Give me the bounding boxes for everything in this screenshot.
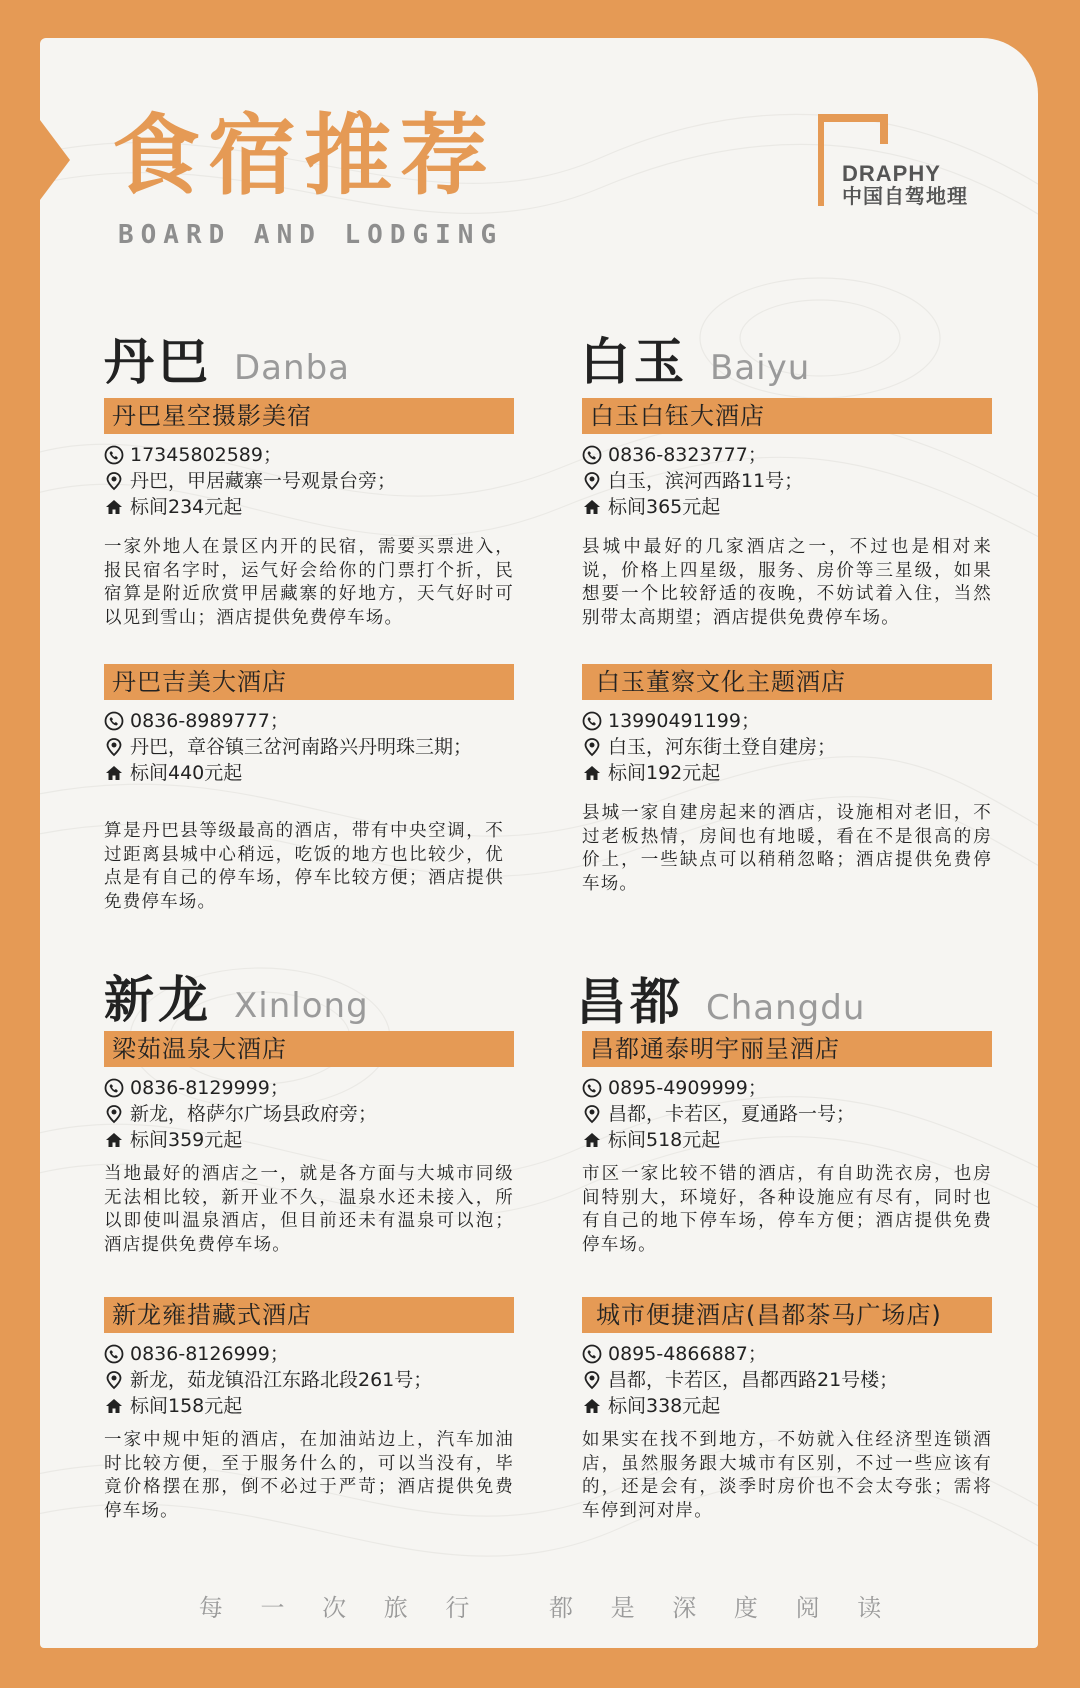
hotel-price: 标间518元起	[608, 1129, 721, 1151]
hotel-phone: 13990491199；	[608, 710, 760, 732]
hotel-info	[104, 1075, 514, 1153]
hotel-card	[582, 1297, 992, 1523]
hotel-description: 当地最好的酒店之一，就是各方面与大城市同级无法相比较，新开业不久，温泉水还未接入，所以即使叫温泉酒店，但目前还未有温泉可以泡；酒店提供免费停车场。	[104, 1164, 514, 1255]
region-heading-danba	[104, 322, 350, 394]
hotel-card	[582, 398, 992, 630]
hotel-name: 白玉白钰大酒店	[582, 398, 992, 434]
slogan-char: 读	[857, 1594, 882, 1622]
logo-en: DRAPHY	[842, 161, 941, 186]
slogan-char: 每	[198, 1594, 223, 1622]
location-pin-icon	[582, 471, 602, 491]
phone-icon	[582, 445, 602, 465]
hotel-phone: 0895-4866887；	[608, 1343, 767, 1365]
region-name-en: Danba	[234, 348, 350, 388]
phone-icon	[104, 1344, 124, 1364]
phone-icon	[104, 711, 124, 731]
region-name-en: Baiyu	[710, 348, 811, 388]
hotel-phone: 0836-8323777；	[608, 444, 767, 466]
region-heading-baiyu	[580, 322, 810, 394]
hotel-phone: 17345802589；	[130, 444, 282, 466]
hotel-address: 昌都，卡若区，夏通路一号；	[608, 1103, 856, 1125]
hotel-info	[582, 1341, 992, 1419]
hotel-price: 标间192元起	[608, 762, 721, 784]
hotel-address: 丹巴，章谷镇三岔河南路兴丹明珠三期；	[130, 736, 473, 758]
hotel-phone: 0836-8126999；	[130, 1343, 289, 1365]
hotel-phone: 0895-4909999；	[608, 1077, 767, 1099]
region-name: 丹巴	[104, 333, 212, 391]
home-icon	[582, 497, 602, 517]
hotel-description: 一家外地人在景区内开的民宿，需要买票进入，报民宿名字时，运气好会给你的门票打个折，民宿算是附近欣赏甲居藏寨的好地方，天气好时可以见到雪山；酒店提供免费停车场。	[104, 537, 514, 628]
logo-cn: 中国自驾地理	[842, 186, 968, 209]
hotel-phone: 0836-8989777；	[130, 710, 289, 732]
hotel-card	[582, 1031, 992, 1257]
hotel-address: 新龙，茹龙镇沿江东路北段261号；	[130, 1369, 433, 1391]
phone-icon	[104, 1078, 124, 1098]
hotel-price: 标间234元起	[130, 496, 243, 518]
location-pin-icon	[104, 471, 124, 491]
slogan-char: 都	[549, 1594, 573, 1622]
location-pin-icon	[582, 1104, 602, 1124]
home-icon	[582, 763, 602, 783]
page-title: 食宿推荐	[112, 104, 497, 207]
hotel-name: 白玉董察文化主题酒店	[582, 664, 992, 700]
slogan-char: 次	[322, 1594, 347, 1622]
hotel-description: 如果实在找不到地方，不妨就入住经济型连锁酒店，虽然服务跟大城市有区别，不过一些应该有的，还是会有，淡季时房价也不会太夸张；需将车停到河对岸。	[582, 1430, 992, 1521]
home-icon	[104, 763, 124, 783]
hotel-name: 丹巴吉美大酒店	[104, 664, 514, 700]
location-pin-icon	[104, 1370, 124, 1390]
slogan-char: 度	[733, 1594, 758, 1622]
hotel-info	[582, 442, 992, 520]
home-icon	[104, 1396, 124, 1416]
region-name-en: Xinlong	[234, 986, 369, 1026]
hotel-price: 标间440元起	[130, 762, 243, 784]
hotel-card	[104, 664, 514, 914]
hotel-name: 城市便捷酒店(昌都茶马广场店)	[582, 1297, 992, 1333]
home-icon	[582, 1130, 602, 1150]
hotel-card	[104, 1031, 514, 1257]
hotel-card	[104, 398, 514, 630]
hotel-address: 丹巴，甲居藏寨一号观景台旁；	[130, 470, 397, 492]
hotel-description: 市区一家比较不错的酒店，有自助洗衣房，也房间特别大，环境好，各种设施应有尽有，同时也有自己的地下停车场，停车方便；酒店提供免费停车场。	[582, 1164, 992, 1255]
slogan-char: 一	[260, 1594, 285, 1622]
hotel-price: 标间359元起	[130, 1129, 243, 1151]
phone-icon	[582, 711, 602, 731]
hotel-price: 标间158元起	[130, 1395, 243, 1417]
region-name: 昌都	[576, 973, 684, 1031]
phone-icon	[582, 1344, 602, 1364]
hotel-info	[582, 708, 992, 786]
slogan-char: 旅	[383, 1594, 408, 1622]
card-notch	[40, 120, 70, 200]
home-icon	[104, 1130, 124, 1150]
hotel-name: 昌都通泰明宇丽呈酒店	[582, 1031, 992, 1067]
location-pin-icon	[582, 737, 602, 757]
hotel-card	[582, 664, 992, 896]
hotel-name: 梁茹温泉大酒店	[104, 1031, 514, 1067]
hotel-price: 标间338元起	[608, 1395, 721, 1417]
phone-icon	[582, 1078, 602, 1098]
hotel-description: 县城中最好的几家酒店之一，不过也是相对来说，价格上四星级，服务、房价等三星级，如果想要一个比较舒适的夜晚，不妨试着入住，当然别带太高期望；酒店提供免费停车场。	[582, 537, 992, 628]
slogan-char: 是	[610, 1594, 635, 1622]
slogan-char: 阅	[795, 1594, 820, 1622]
location-pin-icon	[582, 1370, 602, 1390]
hotel-description: 算是丹巴县等级最高的酒店，带有中央空调，不过距离县城中心稍远，吃饭的地方也比较少，优点是有自己的停车场，停车比较方便；酒店提供免费停车场。	[104, 821, 504, 912]
footer-slogan	[0, 1588, 1080, 1623]
slogan-char: 深	[672, 1594, 697, 1622]
page-subtitle: BOARD AND LODGING	[118, 220, 504, 250]
hotel-description: 一家中规中矩的酒店，在加油站边上，汽车加油时比较方便，至于服务什么的，可以当没有，毕竟价格摆在那，倒不必过于严苛；酒店提供免费停车场。	[104, 1430, 514, 1521]
hotel-address: 白玉，河东街土登自建房；	[608, 736, 837, 758]
hotel-address: 新龙，格萨尔广场县政府旁；	[130, 1103, 378, 1125]
slogan-char: 行	[445, 1594, 470, 1622]
region-name: 新龙	[104, 971, 212, 1029]
location-pin-icon	[104, 737, 124, 757]
hotel-info	[104, 708, 514, 786]
hotel-name: 新龙雍措藏式酒店	[104, 1297, 514, 1333]
hotel-price: 标间365元起	[608, 496, 721, 518]
location-pin-icon	[104, 1104, 124, 1124]
hotel-name: 丹巴星空摄影美宿	[104, 398, 514, 434]
hotel-info	[104, 442, 514, 520]
hotel-address: 昌都，卡若区，昌都西路21号楼；	[608, 1369, 899, 1391]
phone-icon	[104, 445, 124, 465]
region-heading-xinlong	[104, 960, 369, 1032]
home-icon	[104, 497, 124, 517]
region-name-en: Changdu	[706, 988, 866, 1028]
hotel-info	[104, 1341, 514, 1419]
hotel-address: 白玉，滨河西路11号；	[608, 470, 804, 492]
logo	[842, 162, 968, 208]
region-name: 白玉	[580, 333, 688, 391]
hotel-phone: 0836-8129999；	[130, 1077, 289, 1099]
hotel-description: 县城一家自建房起来的酒店，设施相对老旧，不过老板热情，房间也有地暖，看在不是很高的房价上，一些缺点可以稍稍忽略；酒店提供免费停车场。	[582, 803, 992, 894]
hotel-info	[582, 1075, 992, 1153]
hotel-card	[104, 1297, 514, 1523]
region-heading-changdu	[576, 962, 865, 1034]
home-icon	[582, 1396, 602, 1416]
